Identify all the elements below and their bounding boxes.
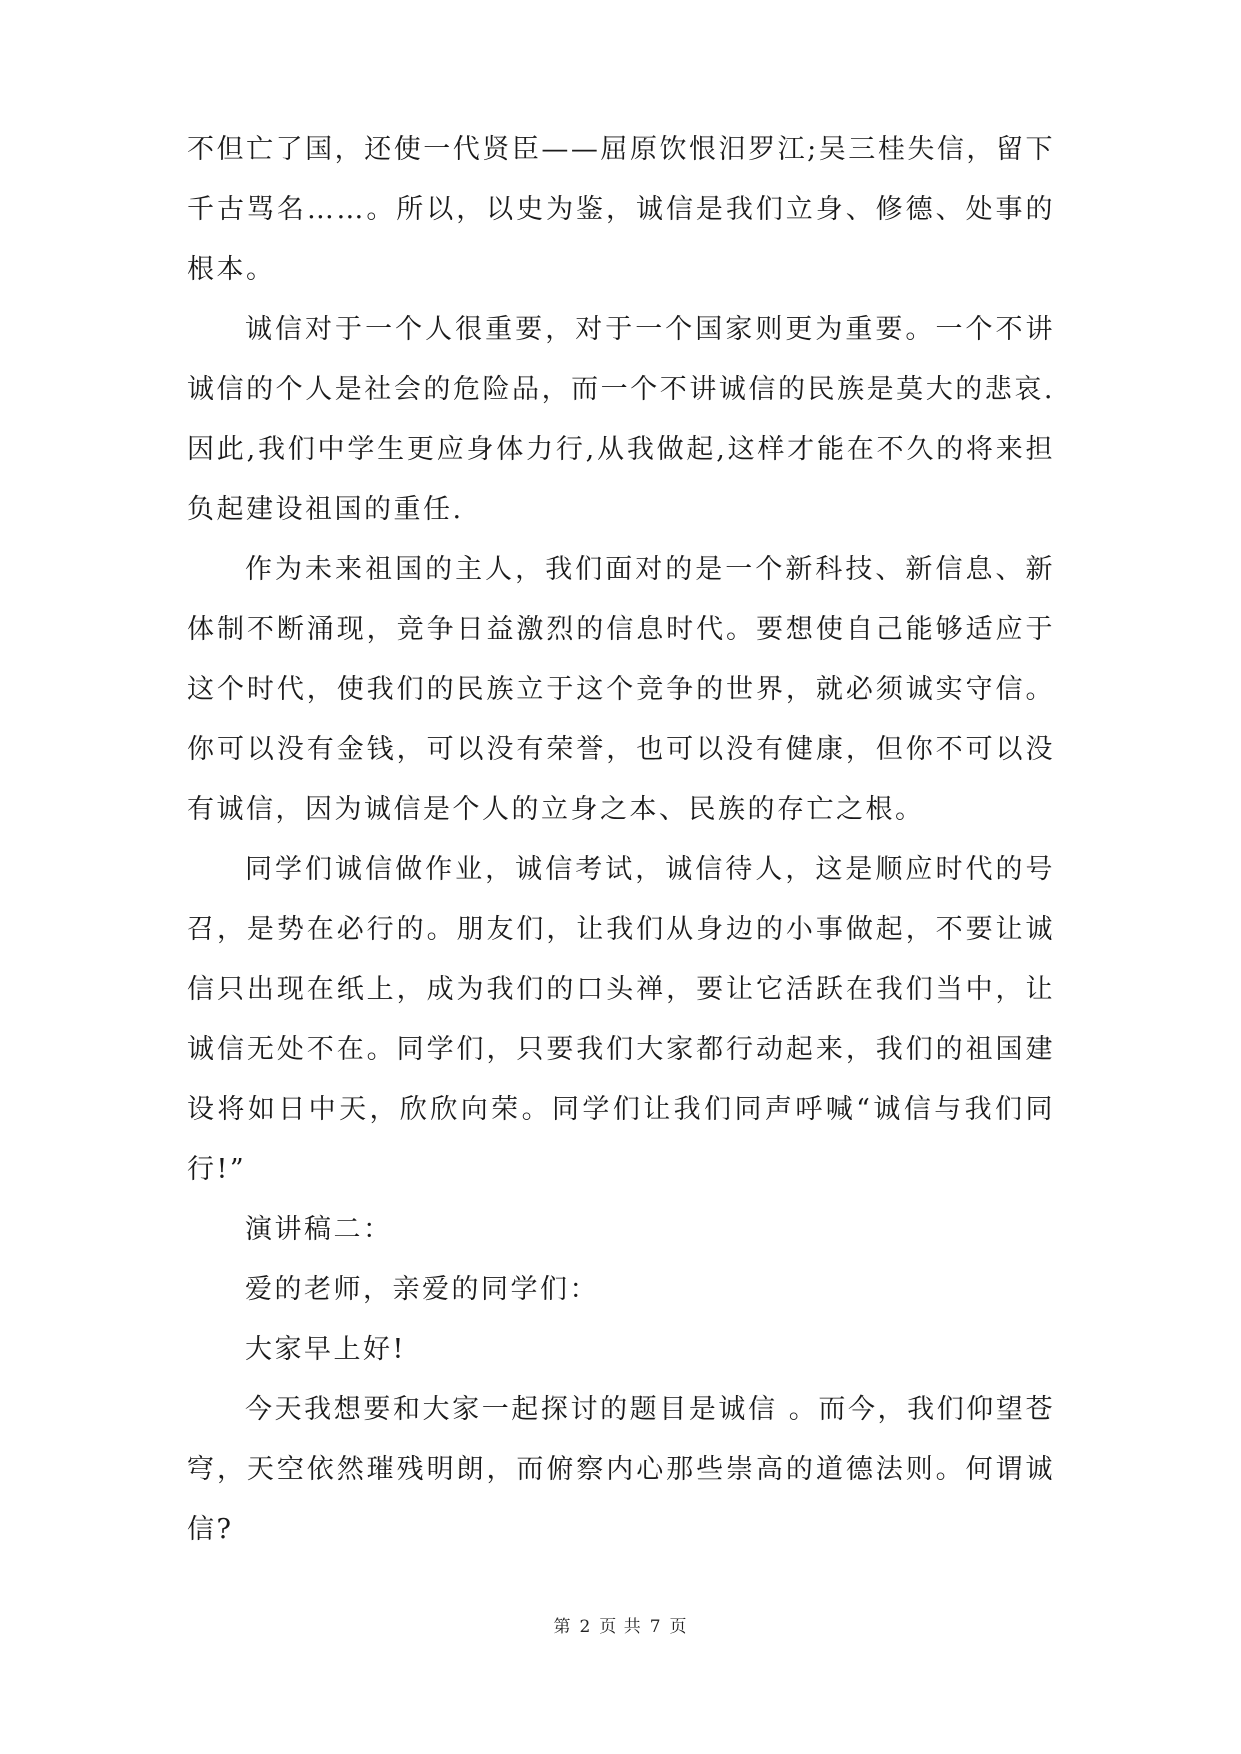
page-footer xyxy=(0,1612,1241,1637)
paragraph-4: 同学们诚信做作业，诚信考试，诚信待人，这是顺应时代的号召，是势在必行的。朋友们，让我们从身边的小事做起，不要让诚信只出现在纸上，成为我们的口头禅，要让它活跃在我们当中，让诚信无处不在。同学们，只要我们大家都行动起来，我们的祖国建设将如日中天，欣欣向荣。同学们让我们同声呼喊“诚信与我们同行!” xyxy=(187,854,1055,1185)
footer-middle: 页 共 xyxy=(599,1617,642,1637)
footer-current-page: 2 xyxy=(579,1617,592,1637)
paragraph-2: 诚信对于一个人很重要，对于一个国家则更为重要。一个不讲诚信的个人是社会的危险品，而一个不讲诚信的民族是莫大的悲哀.因此,我们中学生更应身体力行,从我做起,这样才能在不久的将来担负起建设祖国的重任. xyxy=(187,314,1055,525)
body-text xyxy=(187,120,1055,1560)
footer-prefix: 第 xyxy=(553,1617,572,1637)
paragraph-5: 今天我想要和大家一起探讨的题目是诚信 。而今，我们仰望苍穹，天空依然璀残明朗，而俯察内心那些崇高的道德法则。何谓诚信? xyxy=(187,1394,1055,1545)
section-heading: 演讲稿二： xyxy=(245,1214,393,1245)
paragraph-1: 不但亡了国，还使一代贤臣——屈原饮恨汨罗江;吴三桂失信，留下千古骂名……。所以，以史为鉴，诚信是我们立身、修德、处事的根本。 xyxy=(187,134,1055,285)
salutation: 爱的老师，亲爱的同学们： xyxy=(245,1274,599,1305)
greeting: 大家早上好! xyxy=(245,1334,406,1365)
footer-suffix: 页 xyxy=(669,1617,688,1637)
paragraph-3: 作为未来祖国的主人，我们面对的是一个新科技、新信息、新体制不断涌现，竞争日益激烈的信息时代。要想使自己能够适应于这个时代，使我们的民族立于这个竞争的世界，就必须诚实守信。你可以没有金钱，可以没有荣誉，也可以没有健康，但你不可以没有诚信，因为诚信是个人的立身之本、民族的存亡之根。 xyxy=(187,554,1055,825)
footer-total-pages: 7 xyxy=(649,1617,662,1637)
